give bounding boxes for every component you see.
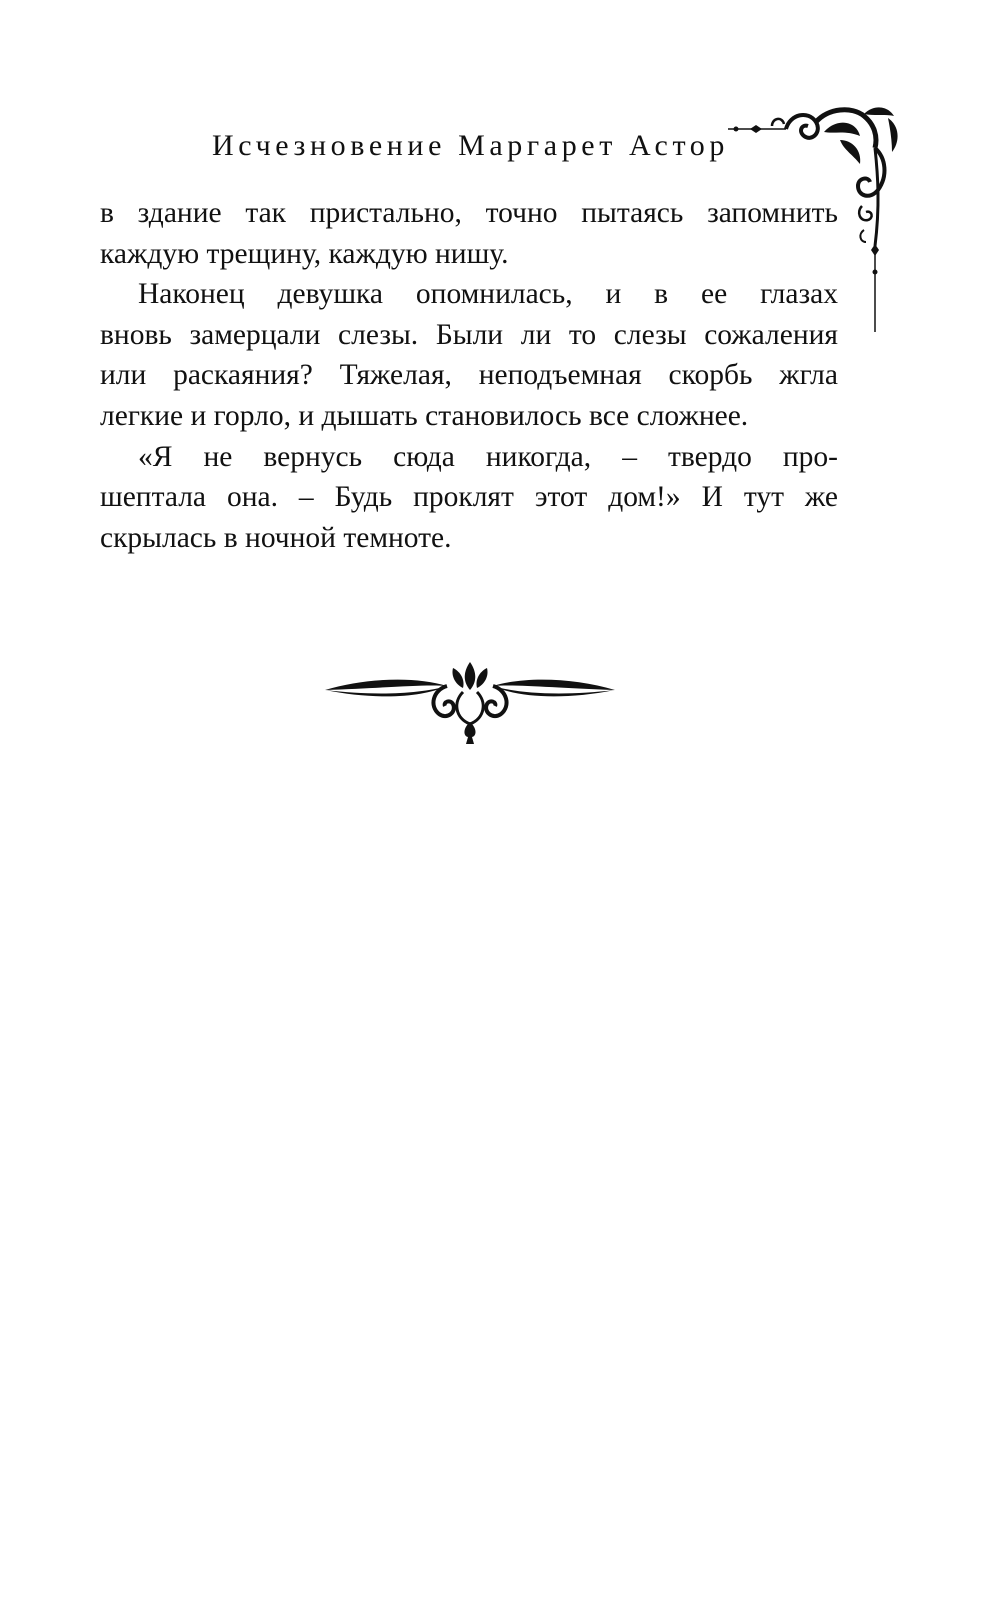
text-line: шептала она. – Будь проклят этот дом!» И тут же — [100, 481, 838, 514]
paragraph-1 — [100, 193, 838, 274]
text-line: Наконец девушка опомнилась, и в ее глазах — [138, 278, 838, 311]
running-head: Исчезновение Маргарет Астор — [212, 129, 729, 162]
text-line: скрылась в ночной темноте. — [100, 521, 452, 554]
text-line: каждую трещину, каждую нишу. — [100, 237, 509, 270]
text-line: «Я не вернусь сюда никогда, – твердо про- — [138, 440, 838, 473]
text-line: вновь замерцали слезы. Были ли то слезы сожаления — [100, 318, 838, 351]
paragraph-3 — [100, 437, 838, 559]
text-line: или раскаяния? Тяжелая, неподъемная скорбь жгла — [100, 359, 838, 392]
body-text — [100, 193, 838, 558]
text-line: легкие и горло, и дышать становилось все сложнее. — [100, 399, 749, 432]
text-line: в здание так пристально, точно пытаясь запомнить — [100, 197, 838, 229]
fleuron-divider-icon — [325, 658, 615, 748]
paragraph-2 — [100, 274, 838, 436]
